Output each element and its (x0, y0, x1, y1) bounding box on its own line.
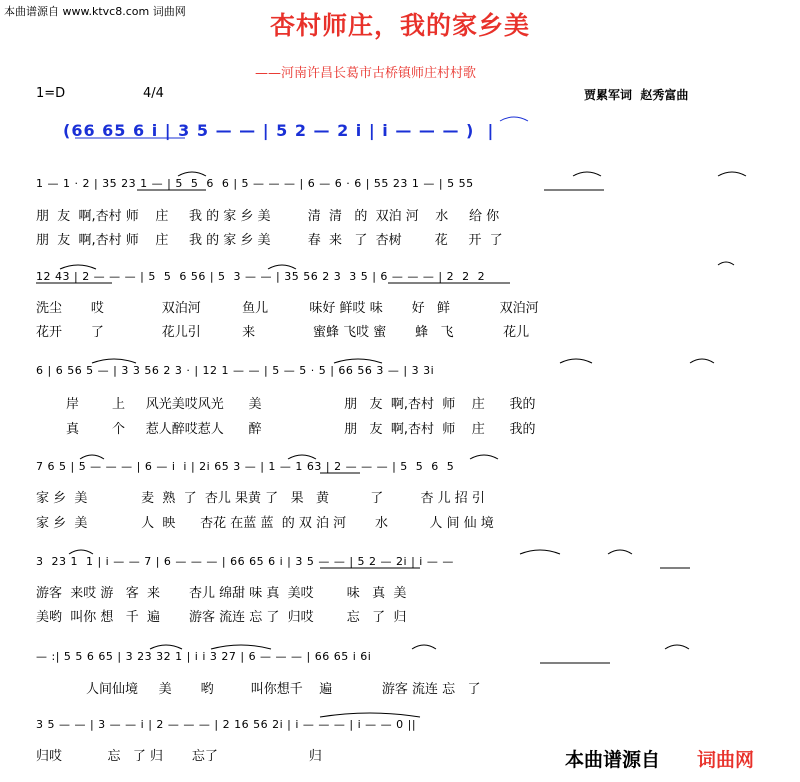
song-title: 杏村师庄，我的家乡美 (269, 11, 530, 40)
notation-row-3: 6 | 6 56 5 — | 3 3 56 2 3 · | 12 1 — — | 5 — 5 · 5 | 66 56 3 — | 3 3i (36, 364, 435, 377)
lyrics-row-5-verse-2: 美哟 叫你 想 千 遍 游客 流连 忘 了 归哎 忘 了 归 (36, 610, 407, 625)
watermark-top: 本曲谱源自 www.ktvc8.com 词曲网 (4, 5, 186, 18)
lyrics-row-1-verse-1: 朋 友 啊,杏村 师 庄 我 的 家 乡 美 清 清 的 双泊 河 水 给 你 (36, 209, 500, 224)
lyrics-row-6: 人间仙境 美 哟 叫你想千 遍 游客 流连 忘 了 (86, 682, 481, 697)
lyrics-row-1-verse-2: 朋 友 啊,杏村 师 庄 我 的 家 乡 美 春 来 了 杏树 花 开 了 (36, 233, 503, 248)
notation-row-4: 7 6 5 | 5 — — — | 6 — i i | 2i 65 3 — | 1 — 1 63 | 2 — — — | 5 5 6 5 (36, 460, 455, 473)
watermark-bottom-1: 本曲谱源自 (565, 749, 661, 771)
notation-row-5: 3 23 1 1 | i — — 7 | 6 — — — | 66 65 6 i | 3 5 — — | 5 2 — 2i | i — — (36, 555, 454, 568)
notation-row-7: 3 5 — — | 3 — — i | 2 — — — | 2 16 56 2i | i — — — | i — — 0 || (36, 718, 417, 731)
lyrics-row-2-verse-2: 花开 了 花儿引 来 蜜蜂 飞哎 蜜 蜂 飞 花儿 (36, 325, 530, 340)
lyrics-row-2-verse-1: 洗尘 哎 双泊河 鱼儿 味好 鲜哎 味 好 鲜 双泊河 (36, 301, 539, 316)
intro-phrase: (66 65 6 i | 3 5 — — | 5 2 — 2 i | i — — — ) | (63, 121, 495, 140)
watermark-bottom-2: 词曲网 (697, 749, 755, 771)
lyrics-row-7: 归哎 忘 了 归 忘了 归 (36, 749, 322, 764)
lyrics-row-4-verse-1: 家 乡 美 麦 熟 了 杏儿 果黄 了 果 黄 了 杏 儿 招 引 (36, 491, 485, 506)
notation-row-2: 12 43 | 2 — — — | 5 5 6 56 | 5 3 — — | 35 56 2 3 3 5 | 6 — — — | 2 2 2 (36, 270, 486, 283)
lyrics-row-5-verse-1: 游客 来哎 游 客 来 杏儿 绵甜 味 真 美哎 味 真 美 (36, 586, 407, 601)
lyrics-row-3-verse-2: 真 个 惹人醉哎惹人 醉 朋 友 啊,杏村 师 庄 我的 (66, 422, 536, 437)
time-signature: 4/4 (143, 86, 164, 101)
notation-row-6: — :| 5 5 6 65 | 3 23 32 1 | i i 3 27 | 6 — — — | 66 65 i 6i (36, 650, 372, 663)
key-signature: 1=D (36, 86, 66, 101)
song-subtitle: ——河南许昌长葛市古桥镇师庄村村歌 (255, 66, 477, 81)
authors: 贾累军词 赵秀富曲 (584, 88, 689, 102)
notation-row-1: 1 — 1 · 2 | 35 23 1 — | 5 5 6 6 | 5 — — — | 6 — 6 · 6 | 55 23 1 — | 5 55 (36, 177, 474, 190)
lyrics-row-4-verse-2: 家 乡 美 人 映 杏花 在蓝 蓝 的 双 泊 河 水 人 间 仙 境 (36, 516, 494, 531)
lyrics-row-3-verse-1: 岸 上 风光美哎风光 美 朋 友 啊,杏村 师 庄 我的 (66, 397, 536, 412)
